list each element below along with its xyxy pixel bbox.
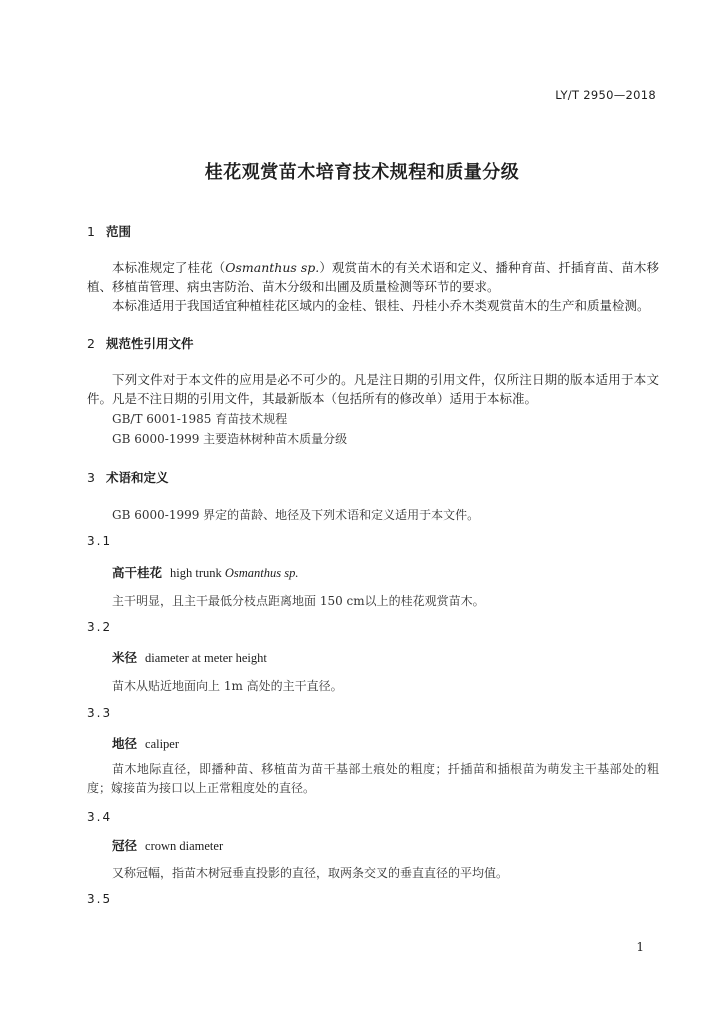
- term-definition: 苗木地际直径，即播种苗、移植苗为苗干基部土痕处的粗度；扦插苗和插根苗为萌发主干基部处的粗度；嫁接苗为接口以上正常粗度处的直径。: [87, 762, 659, 795]
- term-en: diameter at meter height: [145, 651, 267, 665]
- term-definition: 苗木从贴近地面向上 1m 高处的主干直径。: [112, 679, 343, 693]
- section-title: 规范性引用文件: [106, 336, 194, 351]
- term-en: crown diameter: [145, 839, 224, 853]
- section-number: 3: [87, 470, 95, 485]
- section-number: 1: [87, 224, 95, 239]
- terms-intro: GB 6000-1999 界定的苗龄、地径及下列术语和定义适用于本文件。: [112, 508, 480, 522]
- reference-1: GB/T 6001-1985 育苗技术规程: [112, 412, 288, 426]
- term-number: 3.5: [87, 892, 113, 906]
- term-zh: 地径: [112, 736, 138, 751]
- term-heading: [112, 563, 299, 581]
- scope-paragraph-2: 本标准适用于我国适宜种植桂花区域内的金桂、银桂、丹桂小乔木类观赏苗木的生产和质量检测。: [112, 298, 650, 313]
- scope-paragraph-1: 本标准规定了桂花（Osmanthus sp.）观赏苗木的有关术语和定义、播种育苗、扦插育苗、苗木移植、移植苗管理、病虫害防治、苗木分级和出圃及质量检测等环节的要求。: [87, 260, 659, 294]
- term-number: 3.3: [87, 706, 113, 720]
- normative-paragraph: 下列文件对于本文件的应用是必不可少的。凡是注日期的引用文件，仅所注日期的版本适用于本文件。凡是不注日期的引用文件，其最新版本（包括所有的修改单）适用于本标准。: [87, 372, 659, 406]
- term-zh: 高干桂花: [112, 565, 163, 580]
- document-title: 桂花观赏苗木培育技术规程和质量分级: [204, 162, 520, 183]
- term-en: high trunk Osmanthus sp.: [170, 566, 299, 580]
- term-zh: 米径: [112, 650, 138, 665]
- term-definition: 主干明显，且主干最低分枝点距离地面 150 cm以上的桂花观赏苗木。: [112, 594, 485, 608]
- term-definition: 又称冠幅，指苗木树冠垂直投影的直径，取两条交叉的垂直直径的平均值。: [112, 866, 509, 880]
- term-heading: [112, 648, 267, 666]
- term-heading: [112, 734, 179, 752]
- term-number: 3.4: [87, 810, 113, 824]
- section-number: 2: [87, 336, 95, 351]
- term-zh: 冠径: [112, 838, 138, 853]
- section-1-heading: [87, 222, 131, 240]
- section-1-body: [87, 258, 659, 315]
- reference-2: GB 6000-1999 主要造林树种苗木质量分级: [112, 432, 348, 446]
- standard-code: LY/T 2950—2018: [555, 88, 656, 102]
- section-2-body: [87, 370, 659, 408]
- page-number: 1: [636, 940, 644, 954]
- term-en: caliper: [145, 737, 180, 751]
- section-3-heading: [87, 468, 169, 486]
- section-2-heading: [87, 334, 194, 352]
- term-number: 3.2: [87, 620, 113, 634]
- species-name: Osmanthus sp.: [225, 260, 320, 275]
- term-definition-block: [87, 760, 659, 798]
- section-title: 术语和定义: [106, 470, 169, 485]
- term-number: 3.1: [87, 534, 113, 548]
- term-heading: [112, 836, 223, 854]
- section-title: 范围: [106, 224, 132, 239]
